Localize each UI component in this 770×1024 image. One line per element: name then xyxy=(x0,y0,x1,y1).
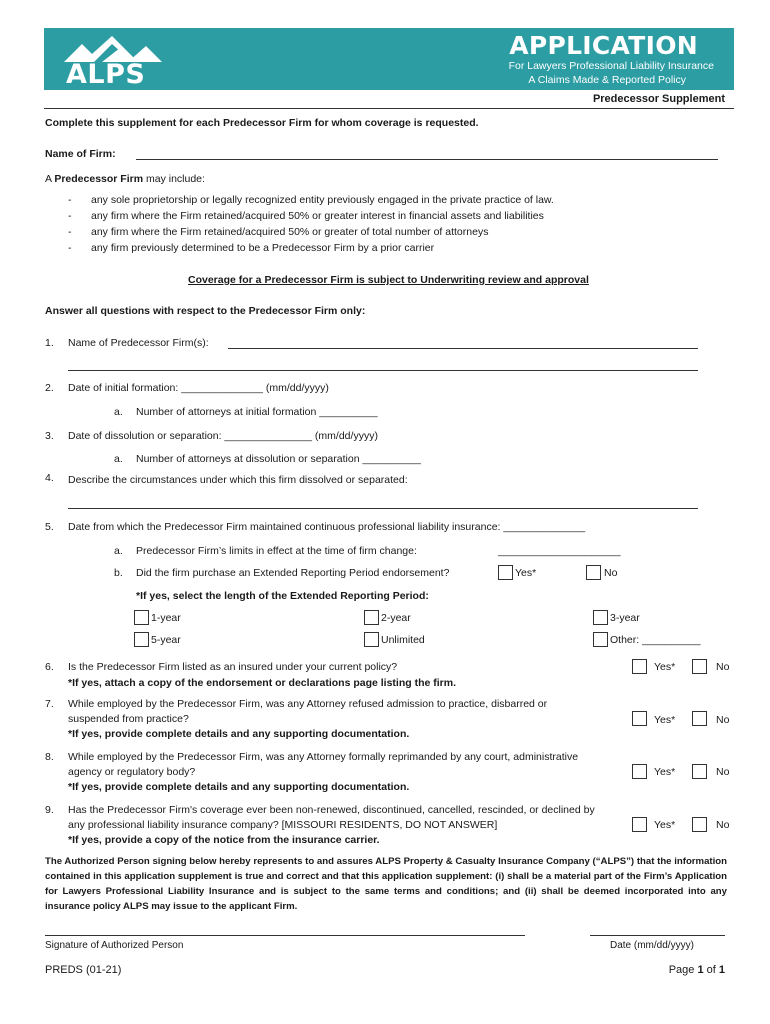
list-item: any firm previously determined to be a Predecessor Firm by a prior carrier xyxy=(91,242,435,254)
q9-yes-checkbox[interactable] xyxy=(632,817,647,832)
subquestion-letter: a. xyxy=(114,545,123,557)
q8-label: While employed by the Predecessor Firm, was any Attorney formally reprimanded by any court, administrative xyxy=(68,751,579,763)
signature-label: Signature of Authorized Person xyxy=(45,940,184,951)
intro-text: Complete this supplement for each Predecessor Firm for whom coverage is requested. xyxy=(45,117,479,129)
erp-option-label: 5-year xyxy=(151,634,181,646)
erp-3-year-checkbox[interactable] xyxy=(593,610,608,625)
answer-note: Answer all questions with respect to the Predecessor Firm only: xyxy=(45,305,366,317)
erp-option-label: 2-year xyxy=(381,612,411,624)
q5-label[interactable]: Date from which the Predecessor Firm maintained continuous professional liability insurance: ______________ xyxy=(68,521,586,533)
page-number: Page 1 of 1 xyxy=(668,964,725,976)
q6-yes-checkbox[interactable] xyxy=(632,659,647,674)
yes-label: Yes* xyxy=(654,714,676,726)
q5a-field[interactable]: _____________________ xyxy=(498,545,621,557)
question-number: 9. xyxy=(45,804,54,816)
list-item: any sole proprietorship or legally recognized entity previously engaged in the private practice of law. xyxy=(91,194,554,206)
application-subtitle: For Lawyers Professional Liability Insurance xyxy=(508,60,714,72)
q8-yes-checkbox[interactable] xyxy=(632,764,647,779)
yes-label: Yes* xyxy=(654,819,676,831)
list-item: any firm where the Firm retained/acquired 50% or greater interest in financial assets and liabilities xyxy=(91,210,544,222)
q5b-yes-label: Yes* xyxy=(515,567,537,579)
application-policy-type: A Claims Made & Reported Policy xyxy=(528,74,686,86)
erp-other-checkbox[interactable] xyxy=(593,632,608,647)
subquestion-letter: b. xyxy=(114,567,123,579)
q9-label-line2: any professional liability insurance company? [MISSOURI RESIDENTS, DO NOT ANSWER] xyxy=(68,819,498,831)
attestation-paragraph: The Authorized Person signing below hereby represents to and assures ALPS Property & Casualty Insurance Company (“ALPS”) that the information contained in this application supplement is true and correct and that this application supplement: (i) shall be a material part of the Firm’s Application for Lawyers Professional Liability Insurance and is subject to the same terms and conditions; and (ii) shall be deemed incorporated into any insurance policy ALPS may issue to the applicant Firm. xyxy=(45,856,727,912)
q7-label-line2: suspended from practice? xyxy=(68,713,189,725)
coverage-note: Coverage for a Predecessor Firm is subject to Underwriting review and approval xyxy=(188,274,589,286)
q7-no-checkbox[interactable] xyxy=(692,711,707,726)
q9-no-checkbox[interactable] xyxy=(692,817,707,832)
subquestion-letter: a. xyxy=(114,406,123,418)
q1-field-line2[interactable] xyxy=(68,370,698,371)
erp-option-label: 1-year xyxy=(151,612,181,624)
erp-1-year-checkbox[interactable] xyxy=(134,610,149,625)
no-label: No xyxy=(716,819,730,831)
q3-label[interactable]: Date of dissolution or separation: _______________ (mm/dd/yyyy) xyxy=(68,430,378,442)
q2-label[interactable]: Date of initial formation: ______________ (mm/dd/yyyy) xyxy=(68,382,329,394)
erp-5-year-checkbox[interactable] xyxy=(134,632,149,647)
erp-option-label: Unlimited xyxy=(381,634,425,646)
question-number: 4. xyxy=(45,472,54,484)
q4-field[interactable] xyxy=(68,508,698,509)
section-title: Predecessor Supplement xyxy=(592,93,725,105)
no-label: No xyxy=(716,661,730,673)
q5a-label: Predecessor Firm’s limits in effect at the time of firm change: xyxy=(136,545,417,557)
q8-label-line2: agency or regulatory body? xyxy=(68,766,196,778)
q7-note: *If yes, provide complete details and any supporting documentation. xyxy=(68,728,410,740)
date-label: Date (mm/dd/yyyy) xyxy=(610,940,694,951)
q6-label: Is the Predecessor Firm listed as an insured under your current policy? xyxy=(68,661,398,673)
question-number: 6. xyxy=(45,661,54,673)
header-banner xyxy=(44,28,734,90)
q1-field[interactable] xyxy=(228,348,698,349)
q5b-yes-checkbox[interactable] xyxy=(498,565,513,580)
erp-2-year-checkbox[interactable] xyxy=(364,610,379,625)
q4-label: Describe the circumstances under which this firm dissolved or separated: xyxy=(68,474,408,486)
date-field[interactable] xyxy=(590,935,725,936)
yes-label: Yes* xyxy=(654,766,676,778)
q5b-label: Did the firm purchase an Extended Reporting Period endorsement? xyxy=(136,567,450,579)
q6-note: *If yes, attach a copy of the endorsement or declarations page listing the firm. xyxy=(68,677,457,689)
q3a-label[interactable]: Number of attorneys at dissolution or separation __________ xyxy=(136,453,421,465)
question-number: 7. xyxy=(45,698,54,710)
q8-no-checkbox[interactable] xyxy=(692,764,707,779)
q9-label: Has the Predecessor Firm's coverage ever been non-renewed, discontinued, cancelled, rescinded, or declined by xyxy=(68,804,595,816)
question-number: 5. xyxy=(45,521,54,533)
q6-no-checkbox[interactable] xyxy=(692,659,707,674)
may-include-text: A Predecessor Firm may include: xyxy=(45,173,205,185)
q7-yes-checkbox[interactable] xyxy=(632,711,647,726)
application-title: APPLICATION xyxy=(509,31,698,60)
erp-option-label: 3-year xyxy=(610,612,640,624)
list-item: any firm where the Firm retained/acquired 50% or greater of total number of attorneys xyxy=(91,226,489,238)
question-number: 1. xyxy=(45,337,54,349)
question-number: 8. xyxy=(45,751,54,763)
no-label: No xyxy=(716,714,730,726)
q2a-label[interactable]: Number of attorneys at initial formation __________ xyxy=(136,406,378,418)
form-id: PREDS (01-21) xyxy=(45,964,122,976)
q7-label: While employed by the Predecessor Firm, was any Attorney refused admission to practice, disbarred or xyxy=(68,698,548,710)
signature-field[interactable] xyxy=(45,935,525,936)
question-number: 3. xyxy=(45,430,54,442)
question-number: 2. xyxy=(45,382,54,394)
q5b-no-checkbox[interactable] xyxy=(586,565,601,580)
yes-label: Yes* xyxy=(654,661,676,673)
logo-text: ALPS xyxy=(66,59,146,90)
erp-title: *If yes, select the length of the Extended Reporting Period: xyxy=(136,590,429,602)
q1-label: Name of Predecessor Firm(s): xyxy=(68,337,209,349)
erp-option-label[interactable]: Other: __________ xyxy=(610,634,701,646)
q5b-no-label: No xyxy=(604,567,618,579)
subquestion-letter: a. xyxy=(114,453,123,465)
no-label: No xyxy=(716,766,730,778)
header-rule xyxy=(44,108,734,109)
name-of-firm-field[interactable] xyxy=(136,159,718,160)
erp-unlimited-checkbox[interactable] xyxy=(364,632,379,647)
q8-note: *If yes, provide complete details and any supporting documentation. xyxy=(68,781,410,793)
q9-note: *If yes, provide a copy of the notice from the insurance carrier. xyxy=(68,834,380,846)
name-of-firm-label: Name of Firm: xyxy=(45,148,116,160)
